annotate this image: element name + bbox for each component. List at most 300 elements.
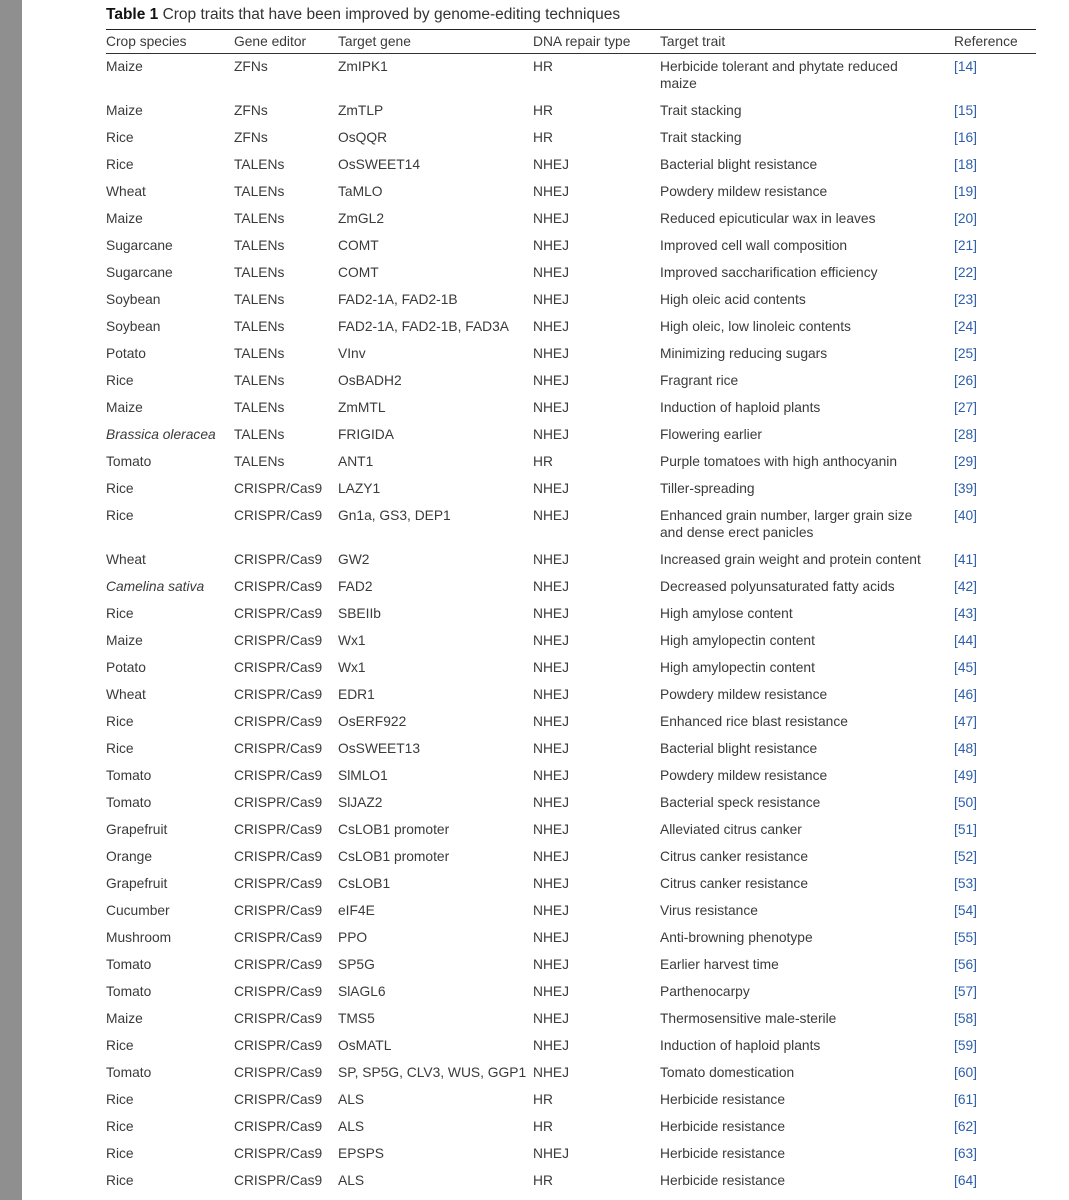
reference-link[interactable]: [27]: [954, 400, 978, 415]
cell-dna-repair-type: NHEJ: [533, 741, 570, 756]
cell-target-gene: Wx1: [338, 660, 366, 675]
cell-target-trait: Herbicide resistance: [660, 1119, 785, 1134]
reference-link[interactable]: [39]: [954, 481, 978, 496]
reference-link[interactable]: [20]: [954, 211, 978, 226]
table-row: [106, 1113, 1036, 1140]
cell-dna-repair-type: HR: [533, 130, 553, 145]
cell-crop-species: Sugarcane: [106, 265, 173, 280]
cell-crop-species: Maize: [106, 59, 143, 74]
cell-target-trait: Trait stacking: [660, 103, 742, 118]
table-row: [106, 367, 1036, 394]
cell-crop-species: Tomato: [106, 454, 152, 469]
cell-gene-editor: CRISPR/Cas9: [234, 606, 323, 621]
cell-gene-editor: TALENs: [234, 427, 285, 442]
reference-link[interactable]: [16]: [954, 130, 978, 145]
cell-dna-repair-type: NHEJ: [533, 579, 570, 594]
cell-crop-species: Rice: [106, 508, 134, 523]
cell-gene-editor: TALENs: [234, 346, 285, 361]
cell-dna-repair-type: NHEJ: [533, 265, 570, 280]
cell-target-gene: TaMLO: [338, 184, 383, 199]
cell-target-trait: High oleic acid contents: [660, 292, 806, 307]
cell-target-trait: High amylose content: [660, 606, 793, 621]
cell-target-gene: LAZY1: [338, 481, 381, 496]
cell-gene-editor: CRISPR/Cas9: [234, 795, 323, 810]
cell-crop-species: Rice: [106, 157, 134, 172]
cell-crop-species: Potato: [106, 660, 146, 675]
cell-target-trait: High amylopectin content: [660, 660, 815, 675]
cell-target-gene: EPSPS: [338, 1146, 385, 1161]
cell-crop-species: Maize: [106, 400, 143, 415]
cell-target-trait: Fragrant rice: [660, 373, 739, 388]
table-row: [106, 286, 1036, 313]
cell-target-gene: SlAGL6: [338, 984, 386, 999]
reference-link[interactable]: [60]: [954, 1065, 978, 1080]
cell-dna-repair-type: NHEJ: [533, 373, 570, 388]
cell-target-gene: COMT: [338, 265, 379, 280]
cell-gene-editor: CRISPR/Cas9: [234, 1038, 323, 1053]
table-row: [106, 1140, 1036, 1167]
cell-target-trait: Increased grain weight and protein content: [660, 552, 921, 567]
crop-traits-table: [106, 30, 1036, 1194]
cell-target-trait: Alleviated citrus canker: [660, 822, 802, 837]
reference-link[interactable]: [52]: [954, 849, 978, 864]
reference-link[interactable]: [41]: [954, 552, 978, 567]
cell-target-trait: Induction of haploid plants: [660, 400, 821, 415]
cell-target-gene: FAD2: [338, 579, 373, 594]
cell-target-trait: Trait stacking: [660, 130, 742, 145]
cell-target-trait: Tiller-spreading: [660, 481, 755, 496]
cell-dna-repair-type: NHEJ: [533, 1011, 570, 1026]
cell-gene-editor: CRISPR/Cas9: [234, 957, 323, 972]
reference-link[interactable]: [58]: [954, 1011, 978, 1026]
cell-dna-repair-type: HR: [533, 1092, 553, 1107]
table-row: [106, 97, 1036, 124]
table-title: Crop traits that have been improved by genome-editing techniques: [162, 6, 621, 23]
reference-link[interactable]: [59]: [954, 1038, 978, 1053]
cell-dna-repair-type: NHEJ: [533, 633, 570, 648]
cell-target-trait: Bacterial blight resistance: [660, 157, 818, 172]
cell-dna-repair-type: NHEJ: [533, 238, 570, 253]
cell-dna-repair-type: NHEJ: [533, 795, 570, 810]
table-row: [106, 394, 1036, 421]
cell-target-trait: Citrus canker resistance: [660, 876, 808, 891]
table-row: [106, 573, 1036, 600]
cell-target-gene: ALS: [338, 1092, 365, 1107]
reference-link[interactable]: [23]: [954, 292, 978, 307]
cell-gene-editor: CRISPR/Cas9: [234, 1119, 323, 1134]
cell-dna-repair-type: HR: [533, 1173, 553, 1188]
reference-link[interactable]: [61]: [954, 1092, 978, 1107]
cell-dna-repair-type: NHEJ: [533, 184, 570, 199]
cell-dna-repair-type: NHEJ: [533, 427, 570, 442]
cell-target-gene: Wx1: [338, 633, 366, 648]
table-row: [106, 53, 1036, 97]
cell-dna-repair-type: HR: [533, 59, 553, 74]
cell-target-gene: SP5G: [338, 957, 375, 972]
table-row: [106, 897, 1036, 924]
table-row: [106, 951, 1036, 978]
cell-gene-editor: CRISPR/Cas9: [234, 930, 323, 945]
cell-target-gene: SlMLO1: [338, 768, 388, 783]
cell-dna-repair-type: NHEJ: [533, 346, 570, 361]
cell-target-gene: ALS: [338, 1173, 365, 1188]
cell-target-gene: ANT1: [338, 454, 374, 469]
cell-dna-repair-type: NHEJ: [533, 768, 570, 783]
cell-target-gene: CsLOB1: [338, 876, 391, 891]
cell-target-gene: ZmMTL: [338, 400, 386, 415]
cell-target-gene: CsLOB1 promoter: [338, 849, 450, 864]
cell-crop-species: Tomato: [106, 768, 152, 783]
reference-link[interactable]: [15]: [954, 103, 978, 118]
cell-target-trait: Parthenocarpy: [660, 984, 750, 999]
cell-target-gene: OsERF922: [338, 714, 407, 729]
cell-gene-editor: TALENs: [234, 238, 285, 253]
cell-gene-editor: CRISPR/Cas9: [234, 1146, 323, 1161]
cell-crop-species: Tomato: [106, 984, 152, 999]
cell-dna-repair-type: NHEJ: [533, 606, 570, 621]
reference-link[interactable]: [19]: [954, 184, 978, 199]
cell-target-trait: Herbicide resistance: [660, 1092, 785, 1107]
reference-link[interactable]: [26]: [954, 373, 978, 388]
cell-gene-editor: CRISPR/Cas9: [234, 687, 323, 702]
cell-target-gene: OsMATL: [338, 1038, 392, 1053]
cell-dna-repair-type: NHEJ: [533, 687, 570, 702]
cell-gene-editor: TALENs: [234, 319, 285, 334]
table-row: [106, 708, 1036, 735]
cell-crop-species: Tomato: [106, 957, 152, 972]
table-row: [106, 1086, 1036, 1113]
table-row: [106, 627, 1036, 654]
cell-gene-editor: CRISPR/Cas9: [234, 579, 323, 594]
cell-crop-species: Rice: [106, 130, 134, 145]
cell-target-trait: Minimizing reducing sugars: [660, 346, 828, 361]
table-row: [106, 978, 1036, 1005]
reference-link[interactable]: [64]: [954, 1173, 978, 1188]
cell-target-trait: Bacterial speck resistance: [660, 795, 821, 810]
cell-dna-repair-type: NHEJ: [533, 1038, 570, 1053]
reference-link[interactable]: [56]: [954, 957, 978, 972]
reference-link[interactable]: [53]: [954, 876, 978, 891]
reference-link[interactable]: [55]: [954, 930, 978, 945]
reference-link[interactable]: [45]: [954, 660, 978, 675]
cell-target-trait: Bacterial blight resistance: [660, 741, 818, 756]
table-row: [106, 313, 1036, 340]
cell-target-gene: EDR1: [338, 687, 375, 702]
cell-crop-species: Rice: [106, 373, 134, 388]
column-header-target-gene: Target gene: [338, 34, 411, 49]
reference-link[interactable]: [22]: [954, 265, 978, 280]
table-row: [106, 205, 1036, 232]
cell-target-trait: Powdery mildew resistance: [660, 768, 828, 783]
column-header-crop-species: Crop species: [106, 34, 187, 49]
cell-crop-species: Rice: [106, 714, 134, 729]
cell-target-trait: Anti-browning phenotype: [660, 930, 813, 945]
cell-crop-species: Maize: [106, 1011, 143, 1026]
cell-crop-species: Rice: [106, 1092, 134, 1107]
cell-gene-editor: TALENs: [234, 211, 285, 226]
cell-target-gene: GW2: [338, 552, 370, 567]
cell-target-trait: Purple tomatoes with high anthocyanin: [660, 454, 897, 469]
cell-gene-editor: CRISPR/Cas9: [234, 903, 323, 918]
table-row: [106, 1032, 1036, 1059]
cell-target-gene: COMT: [338, 238, 379, 253]
cell-gene-editor: CRISPR/Cas9: [234, 660, 323, 675]
cell-target-gene: CsLOB1 promoter: [338, 822, 450, 837]
table-row: [106, 421, 1036, 448]
cell-target-gene: eIF4E: [338, 903, 375, 918]
cell-dna-repair-type: NHEJ: [533, 292, 570, 307]
table-row: [106, 1059, 1036, 1086]
reference-link[interactable]: [40]: [954, 508, 978, 523]
cell-dna-repair-type: NHEJ: [533, 957, 570, 972]
cell-target-gene: OsSWEET14: [338, 157, 421, 172]
cell-target-trait: Tomato domestication: [660, 1065, 795, 1080]
cell-target-trait: Induction of haploid plants: [660, 1038, 821, 1053]
column-header-target-trait: Target trait: [660, 34, 726, 49]
table-row: [106, 448, 1036, 475]
reference-link[interactable]: [57]: [954, 984, 978, 999]
cell-crop-species: Wheat: [106, 184, 146, 199]
cell-crop-species: Rice: [106, 1119, 134, 1134]
cell-dna-repair-type: NHEJ: [533, 1146, 570, 1161]
cell-crop-species: Maize: [106, 211, 143, 226]
table-row: [106, 1005, 1036, 1032]
cell-crop-species: Tomato: [106, 795, 152, 810]
cell-crop-species: Brassica oleracea: [106, 427, 216, 442]
reference-link[interactable]: [51]: [954, 822, 978, 837]
cell-target-gene: FRIGIDA: [338, 427, 394, 442]
cell-gene-editor: CRISPR/Cas9: [234, 768, 323, 783]
table-row: [106, 735, 1036, 762]
cell-target-gene: ZmIPK1: [338, 59, 388, 74]
table-row: [106, 546, 1036, 573]
cell-target-trait: Powdery mildew resistance: [660, 184, 828, 199]
cell-target-trait: Thermosensitive male-sterile: [660, 1011, 837, 1026]
cell-dna-repair-type: NHEJ: [533, 849, 570, 864]
cell-target-gene: SP, SP5G, CLV3, WUS, GGP1: [338, 1065, 527, 1080]
cell-target-trait: High oleic, low linoleic contents: [660, 319, 851, 334]
cell-gene-editor: ZFNs: [234, 130, 268, 145]
cell-target-gene: FAD2-1A, FAD2-1B, FAD3A: [338, 319, 509, 334]
table-row: [106, 816, 1036, 843]
cell-target-trait: Flowering earlier: [660, 427, 762, 442]
cell-target-gene: SlJAZ2: [338, 795, 383, 810]
cell-crop-species: Rice: [106, 606, 134, 621]
cell-dna-repair-type: NHEJ: [533, 822, 570, 837]
cell-crop-species: Mushroom: [106, 930, 172, 945]
cell-crop-species: Rice: [106, 741, 134, 756]
reference-link[interactable]: [63]: [954, 1146, 978, 1161]
cell-crop-species: Tomato: [106, 1065, 152, 1080]
cell-gene-editor: ZFNs: [234, 103, 268, 118]
cell-dna-repair-type: NHEJ: [533, 984, 570, 999]
cell-dna-repair-type: NHEJ: [533, 714, 570, 729]
cell-gene-editor: ZFNs: [234, 59, 268, 74]
cell-gene-editor: CRISPR/Cas9: [234, 1092, 323, 1107]
table-row: [106, 1167, 1036, 1194]
table-row: [106, 681, 1036, 708]
cell-target-gene: PPO: [338, 930, 368, 945]
reference-link[interactable]: [48]: [954, 741, 978, 756]
cell-crop-species: Rice: [106, 1173, 134, 1188]
cell-dna-repair-type: NHEJ: [533, 930, 570, 945]
table-row: [106, 232, 1036, 259]
cell-gene-editor: CRISPR/Cas9: [234, 633, 323, 648]
cell-gene-editor: CRISPR/Cas9: [234, 984, 323, 999]
cell-gene-editor: TALENs: [234, 157, 285, 172]
cell-target-gene: OsQQR: [338, 130, 388, 145]
cell-target-trait: Herbicide resistance: [660, 1173, 785, 1188]
cell-dna-repair-type: NHEJ: [533, 481, 570, 496]
reference-link[interactable]: [29]: [954, 454, 978, 469]
cell-target-trait: Herbicide tolerant and phytate reduced maize: [660, 59, 898, 91]
reference-link[interactable]: [46]: [954, 687, 978, 702]
cell-target-trait: Improved saccharification efficiency: [660, 265, 878, 280]
column-header-gene-editor: Gene editor: [234, 34, 307, 49]
cell-target-trait: Decreased polyunsaturated fatty acids: [660, 579, 895, 594]
reference-link[interactable]: [44]: [954, 633, 978, 648]
cell-crop-species: Rice: [106, 481, 134, 496]
cell-dna-repair-type: NHEJ: [533, 876, 570, 891]
table-row: [106, 600, 1036, 627]
cell-crop-species: Wheat: [106, 687, 146, 702]
column-header-dna-repair-type: DNA repair type: [533, 34, 631, 49]
cell-gene-editor: TALENs: [234, 373, 285, 388]
cell-target-trait: Powdery mildew resistance: [660, 687, 828, 702]
cell-gene-editor: CRISPR/Cas9: [234, 741, 323, 756]
cell-crop-species: Cucumber: [106, 903, 170, 918]
cell-crop-species: Sugarcane: [106, 238, 173, 253]
cell-target-trait: High amylopectin content: [660, 633, 815, 648]
cell-gene-editor: CRISPR/Cas9: [234, 1173, 323, 1188]
cell-target-gene: TMS5: [338, 1011, 375, 1026]
table-caption: [106, 6, 1026, 24]
cell-dna-repair-type: NHEJ: [533, 319, 570, 334]
table-row: [106, 789, 1036, 816]
cell-target-trait: Citrus canker resistance: [660, 849, 808, 864]
table-row: [106, 178, 1036, 205]
reference-link[interactable]: [62]: [954, 1119, 978, 1134]
cell-crop-species: Rice: [106, 1038, 134, 1053]
cell-gene-editor: TALENs: [234, 265, 285, 280]
cell-gene-editor: TALENs: [234, 292, 285, 307]
reference-link[interactable]: [14]: [954, 59, 978, 74]
cell-target-gene: FAD2-1A, FAD2-1B: [338, 292, 458, 307]
cell-target-gene: VInv: [338, 346, 366, 361]
table-row: [106, 924, 1036, 951]
cell-target-trait: Enhanced grain number, larger grain size and dense erect panicles: [660, 508, 913, 540]
cell-dna-repair-type: NHEJ: [533, 508, 570, 523]
table-row: [106, 259, 1036, 286]
reference-link[interactable]: [54]: [954, 903, 978, 918]
cell-target-trait: Herbicide resistance: [660, 1146, 785, 1161]
cell-target-trait: Improved cell wall composition: [660, 238, 848, 253]
reference-link[interactable]: [25]: [954, 346, 978, 361]
cell-dna-repair-type: NHEJ: [533, 903, 570, 918]
cell-gene-editor: TALENs: [234, 400, 285, 415]
table-header-row: [106, 30, 1036, 53]
cell-gene-editor: CRISPR/Cas9: [234, 849, 323, 864]
cell-target-gene: SBEIIb: [338, 606, 381, 621]
cell-gene-editor: CRISPR/Cas9: [234, 1065, 323, 1080]
table-row: [106, 870, 1036, 897]
cell-dna-repair-type: NHEJ: [533, 552, 570, 567]
cell-dna-repair-type: HR: [533, 454, 553, 469]
table-row: [106, 502, 1036, 546]
reference-link[interactable]: [47]: [954, 714, 978, 729]
cell-crop-species: Wheat: [106, 552, 146, 567]
reference-link[interactable]: [28]: [954, 427, 978, 442]
cell-gene-editor: CRISPR/Cas9: [234, 552, 323, 567]
reference-link[interactable]: [21]: [954, 238, 978, 253]
table-label: Table 1: [106, 6, 159, 23]
cell-crop-species: Grapefruit: [106, 822, 168, 837]
cell-gene-editor: CRISPR/Cas9: [234, 714, 323, 729]
reference-link[interactable]: [24]: [954, 319, 978, 334]
cell-crop-species: Soybean: [106, 292, 161, 307]
cell-target-trait: Virus resistance: [660, 903, 758, 918]
reference-link[interactable]: [43]: [954, 606, 978, 621]
cell-crop-species: Grapefruit: [106, 876, 168, 891]
table-row: [106, 762, 1036, 789]
table-row: [106, 340, 1036, 367]
cell-crop-species: Maize: [106, 633, 143, 648]
cell-crop-species: Soybean: [106, 319, 161, 334]
cell-crop-species: Potato: [106, 346, 146, 361]
reference-link[interactable]: [42]: [954, 579, 978, 594]
cell-crop-species: Orange: [106, 849, 153, 864]
cell-crop-species: Camelina sativa: [106, 579, 205, 594]
cell-dna-repair-type: HR: [533, 1119, 553, 1134]
table-body: [106, 53, 1036, 1194]
cell-dna-repair-type: NHEJ: [533, 660, 570, 675]
cell-dna-repair-type: NHEJ: [533, 157, 570, 172]
cell-dna-repair-type: HR: [533, 103, 553, 118]
cell-target-gene: ZmGL2: [338, 211, 384, 226]
column-header-reference: Reference: [954, 34, 1018, 49]
table-row: [106, 475, 1036, 502]
table-row: [106, 654, 1036, 681]
cell-target-gene: OsSWEET13: [338, 741, 421, 756]
cell-gene-editor: CRISPR/Cas9: [234, 508, 323, 523]
cell-target-trait: Enhanced rice blast resistance: [660, 714, 848, 729]
cell-crop-species: Rice: [106, 1146, 134, 1161]
cell-gene-editor: CRISPR/Cas9: [234, 822, 323, 837]
reference-link[interactable]: [50]: [954, 795, 978, 810]
table-row: [106, 843, 1036, 870]
cell-target-gene: OsBADH2: [338, 373, 402, 388]
reference-link[interactable]: [18]: [954, 157, 978, 172]
cell-target-trait: Earlier harvest time: [660, 957, 779, 972]
cell-target-gene: ALS: [338, 1119, 365, 1134]
cell-target-gene: ZmTLP: [338, 103, 384, 118]
cell-gene-editor: TALENs: [234, 184, 285, 199]
cell-gene-editor: CRISPR/Cas9: [234, 876, 323, 891]
table-row: [106, 151, 1036, 178]
table-row: [106, 124, 1036, 151]
cell-gene-editor: TALENs: [234, 454, 285, 469]
cell-dna-repair-type: NHEJ: [533, 211, 570, 226]
cell-dna-repair-type: NHEJ: [533, 1065, 570, 1080]
cell-target-gene: Gn1a, GS3, DEP1: [338, 508, 451, 523]
cell-gene-editor: CRISPR/Cas9: [234, 481, 323, 496]
cell-crop-species: Maize: [106, 103, 143, 118]
cell-target-trait: Reduced epicuticular wax in leaves: [660, 211, 876, 226]
cell-dna-repair-type: NHEJ: [533, 400, 570, 415]
cell-gene-editor: CRISPR/Cas9: [234, 1011, 323, 1026]
reference-link[interactable]: [49]: [954, 768, 978, 783]
scrollbar-gutter: [0, 0, 22, 1200]
